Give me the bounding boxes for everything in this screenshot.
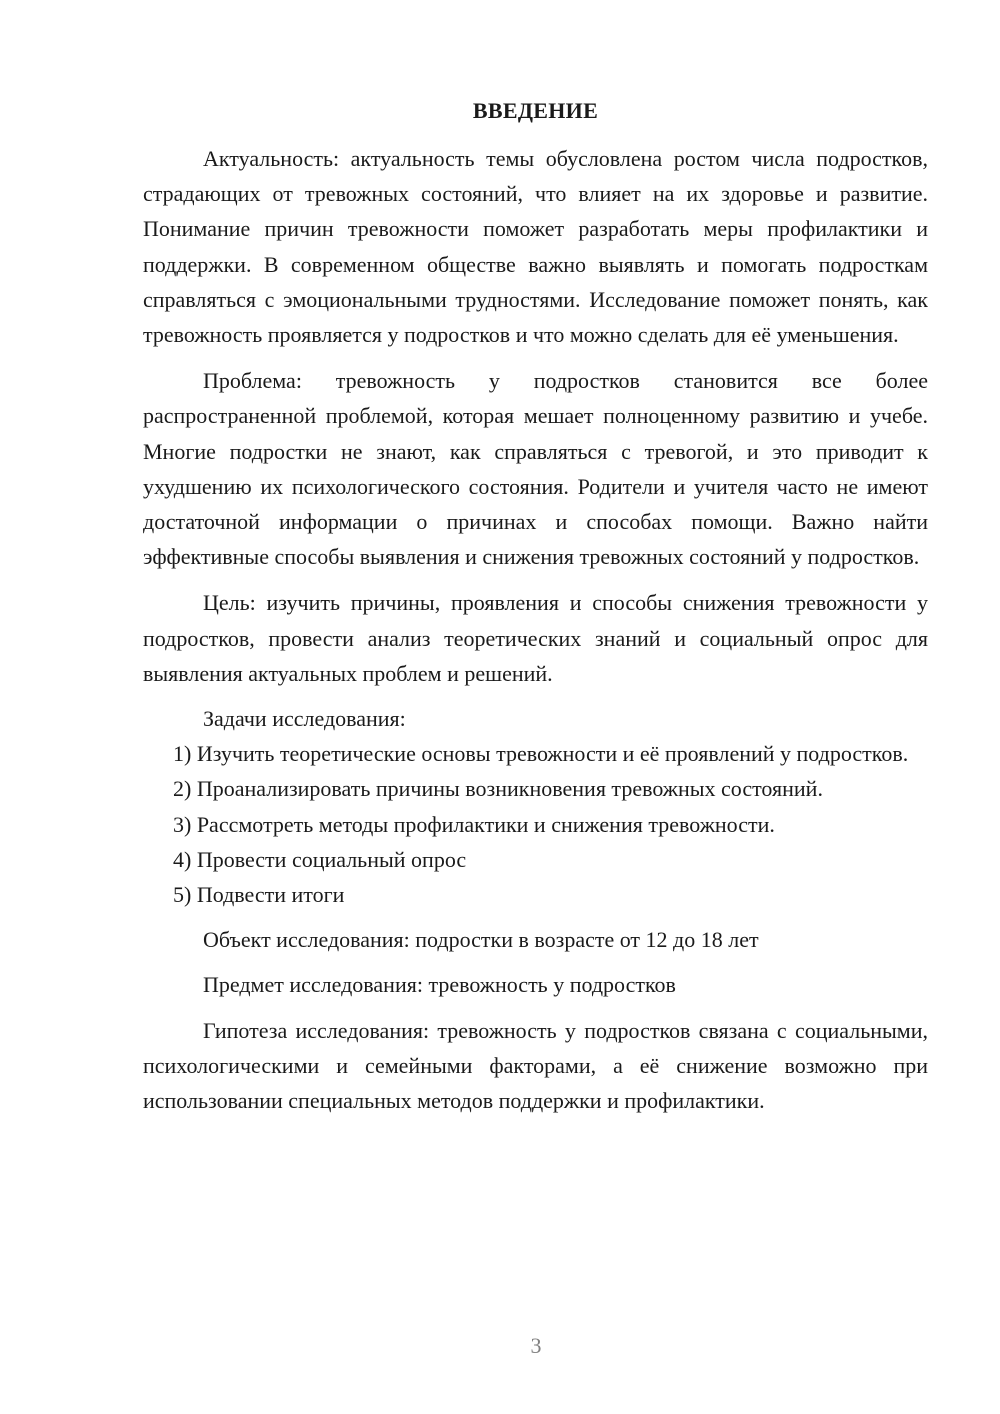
goal-paragraph: Цель: изучить причины, проявления и способы снижения тревожности у подростков, провести анализ теоретических знаний и социальный опрос для выявления актуальных проблем и решений. [143,590,928,686]
page-number: 3 [530,1333,542,1358]
object-paragraph: Объект исследования: подростки в возрасте от 12 до 18 лет [203,927,759,953]
tasks-heading: Задачи исследования: [203,706,406,732]
document-body [143,96,928,1118]
task-item-4: 4) Провести социальный опрос [173,846,467,872]
hypothesis-paragraph: Гипотеза исследования: тревожность у подростков связана с социальными, психологическими и семейными факторами, а её снижение возможно при использовании специальных методов поддержки и профилактики. [143,1017,928,1114]
subject-paragraph: Предмет исследования: тревожность у подростков [203,972,676,998]
relevance-paragraph: Актуальность: актуальность темы обусловлена ростом числа подростков, страдающих от тревожных состояний, что влияет на их здоровье и развитие. Понимание причин тревожности поможет разработать меры профилактики и поддержки. В современном обществе важно выявлять и помогать подросткам справляться с эмоциональными трудностями. Исследование поможет понять, как тревожность проявляется у подростков и что можно сделать для её уменьшения. [143,146,928,348]
task-item-3: 3) Рассмотреть методы профилактики и снижения тревожности. [173,811,775,837]
task-item-2: 2) Проанализировать причины возникновения тревожных состояний. [173,776,823,802]
problem-paragraph: Проблема: тревожность у подростков становится все более распространенной проблемой, которая мешает полноценному развитию и учебе. Многие подростки не знают, как справляться с тревогой, и это приводит к ухудшению их психологического состояния. Родители и учителя часто не имеют достаточной информации о причинах и способах помощи. Важно найти эффективные способы выявления и снижения тревожных состояний у подростков. [143,368,928,570]
task-item-1: 1) Изучить теоретические основы тревожности и её проявлений у подростков. [173,741,909,767]
page-title: ВВЕДЕНИЕ [472,98,599,123]
task-item-5: 5) Подвести итоги [173,882,345,908]
